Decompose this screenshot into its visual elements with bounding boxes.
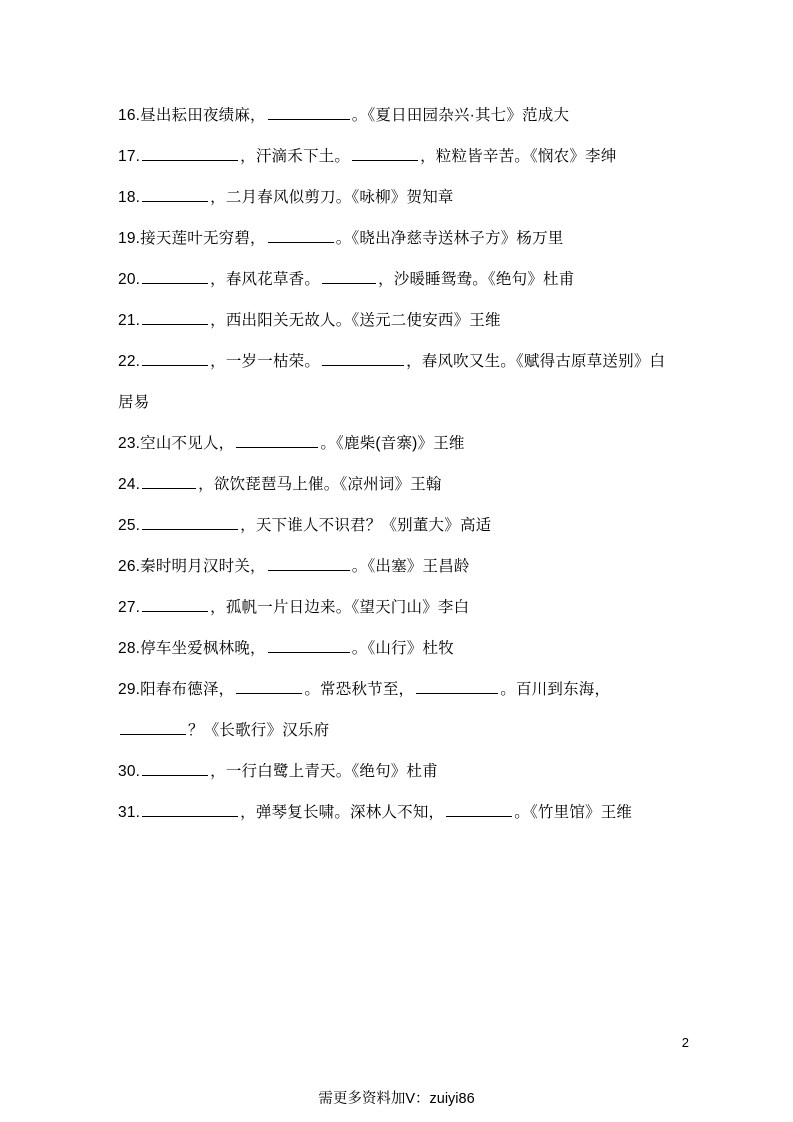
question-text-pre: 28.停车坐爱枫林晚， xyxy=(118,640,266,657)
answer-blank[interactable] xyxy=(142,187,208,202)
question-text-post: 。百川到东海， xyxy=(500,681,611,698)
question-text-pre: 23.空山不见人， xyxy=(118,435,235,452)
question-text-tail: ？《长歌行》汉乐府 xyxy=(188,722,330,739)
answer-blank[interactable] xyxy=(142,351,208,366)
answer-blank[interactable] xyxy=(268,105,350,120)
question-text-pre: 18. xyxy=(118,189,141,206)
question-text-post: ，西出阳关无故人。《送元二使安西》王维 xyxy=(210,312,501,329)
answer-blank[interactable] xyxy=(142,269,208,284)
question-text-pre: 24. xyxy=(118,476,141,493)
question-item-24 xyxy=(118,464,675,505)
answer-blank[interactable] xyxy=(120,720,186,735)
answer-blank[interactable] xyxy=(322,351,404,366)
question-text-pre: 19.接天莲叶无穷碧， xyxy=(118,230,266,247)
question-item-17 xyxy=(118,136,675,177)
answer-blank[interactable] xyxy=(322,269,376,284)
question-item-23 xyxy=(118,423,675,464)
answer-blank[interactable] xyxy=(142,515,238,530)
question-text-pre: 31. xyxy=(118,804,141,821)
answer-blank[interactable] xyxy=(416,679,498,694)
question-text-mid: ，春风花草香。 xyxy=(210,271,321,288)
question-item-29 xyxy=(118,669,675,751)
page-number: 2 xyxy=(681,1035,689,1050)
question-text-mid: ，汗滴禾下土。 xyxy=(240,148,351,165)
question-text-mid: ，一岁一枯荣。 xyxy=(210,353,321,370)
question-text-post: 。《竹里馆》王维 xyxy=(514,804,633,821)
question-item-28 xyxy=(118,628,675,669)
question-text-post: ，天下谁人不识君？《别董大》高适 xyxy=(240,517,492,534)
poem-fill-in-list xyxy=(118,95,675,833)
question-text-pre: 22. xyxy=(118,353,141,370)
answer-blank[interactable] xyxy=(142,802,238,817)
question-text-post: ，一行白鹭上青天。《绝句》杜甫 xyxy=(210,763,438,780)
answer-blank[interactable] xyxy=(142,761,208,776)
question-text-post: ，二月春风似剪刀。《咏柳》贺知章 xyxy=(210,189,454,206)
answer-blank[interactable] xyxy=(268,228,334,243)
question-text-post: 。《夏日田园杂兴·其七》范成大 xyxy=(351,107,570,124)
question-text-post: ，春风吹又生。《赋得古原草送别》白居易 xyxy=(118,353,666,411)
answer-blank[interactable] xyxy=(142,146,238,161)
answer-blank[interactable] xyxy=(142,474,196,489)
question-text-post: 。《山行》杜牧 xyxy=(351,640,454,657)
question-item-26 xyxy=(118,546,675,587)
question-text-pre: 21. xyxy=(118,312,141,329)
question-item-16 xyxy=(118,95,675,136)
question-item-31 xyxy=(118,792,675,833)
question-text-post: ，孤帆一片日边来。《望天门山》李白 xyxy=(210,599,470,616)
question-text-pre: 27. xyxy=(118,599,141,616)
question-text-pre: 26.秦时明月汉时关， xyxy=(118,558,266,575)
question-item-27 xyxy=(118,587,675,628)
question-text-post: ，沙暖睡鸳鸯。《绝句》杜甫 xyxy=(378,271,575,288)
question-text-pre: 30. xyxy=(118,763,141,780)
question-text-mid: ，弹琴复长啸。深林人不知， xyxy=(240,804,445,821)
answer-blank[interactable] xyxy=(236,679,302,694)
question-item-20 xyxy=(118,259,675,300)
question-item-30 xyxy=(118,751,675,792)
answer-blank[interactable] xyxy=(446,802,512,817)
answer-blank[interactable] xyxy=(236,433,318,448)
footer-watermark: 需更多资料加V：zuiyi86 xyxy=(318,1091,475,1107)
question-text-post: ，粒粒皆辛苦。《悯农》李绅 xyxy=(420,148,617,165)
answer-blank[interactable] xyxy=(268,556,350,571)
question-item-22 xyxy=(118,341,675,423)
question-text-post: ，欲饮琵琶马上催。《凉州词》王翰 xyxy=(198,476,442,493)
question-text-pre: 20. xyxy=(118,271,141,288)
answer-blank[interactable] xyxy=(268,638,350,653)
answer-blank[interactable] xyxy=(352,146,418,161)
answer-blank[interactable] xyxy=(142,597,208,612)
question-text-post: 。《鹿柴(音寨)》王维 xyxy=(320,435,465,452)
question-item-19 xyxy=(118,218,675,259)
question-text-pre: 17. xyxy=(118,148,141,165)
question-text-pre: 16.昼出耘田夜绩麻， xyxy=(118,107,266,124)
question-text-pre: 29.阳春布德泽， xyxy=(118,681,235,698)
question-text-post: 。《晓出净慈寺送林子方》杨万里 xyxy=(335,230,564,247)
question-text-post: 。《出塞》王昌龄 xyxy=(351,558,470,575)
question-item-18 xyxy=(118,177,675,218)
question-item-25 xyxy=(118,505,675,546)
answer-blank[interactable] xyxy=(142,310,208,325)
question-item-21 xyxy=(118,300,675,341)
question-text-mid: 。常恐秋节至， xyxy=(304,681,415,698)
question-text-pre: 25. xyxy=(118,517,141,534)
